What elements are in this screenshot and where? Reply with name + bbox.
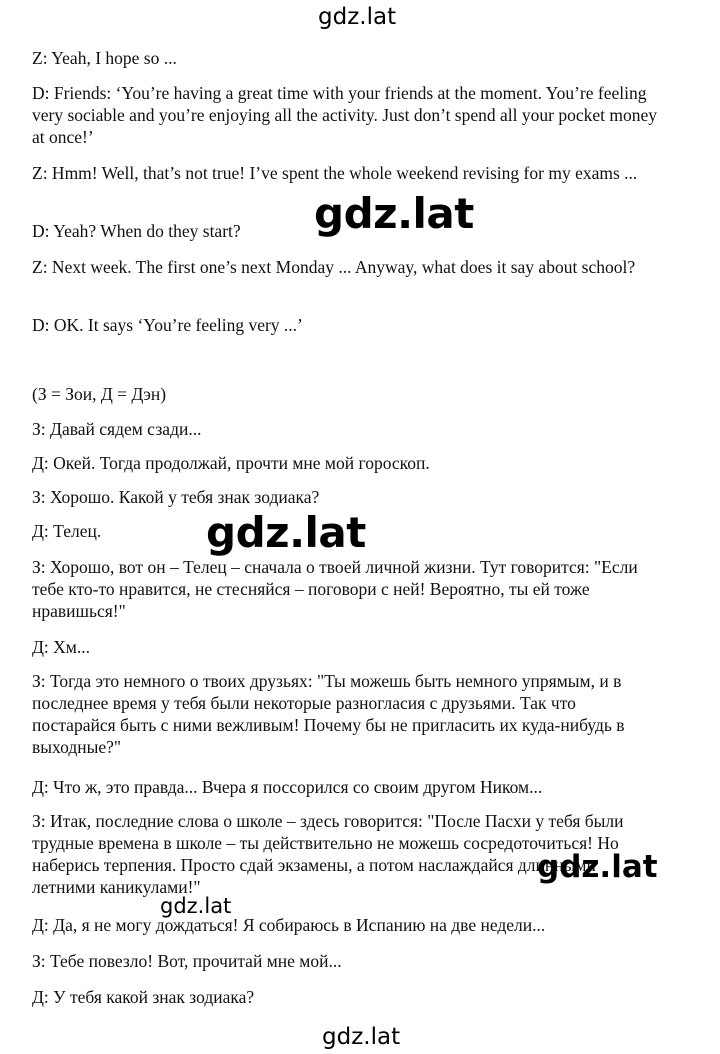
dialogue-line-ru-7: З: Тогда это немного о твоих друзьях: "Ты можешь быть немного упрямым, и в последнее время у тебя были некоторые разногласия с друзьями. Так что постарайся быть с ними вежливым! Почему бы не пригласить их куда-нибудь в выходные?": [32, 671, 625, 757]
dialogue-line-ru-5: З: Хорошо, вот он – Телец – сначала о твоей личной жизни. Тут говорится: "Если тебе кто-то нравится, не стесняйся – поговори с ней! Вероятно, ты ей тоже нравишься!": [32, 557, 638, 621]
watermark-top: gdz.lat: [318, 4, 397, 30]
watermark-left-small: gdz.lat: [160, 894, 232, 918]
dialogue-line-ru-11: З: Тебе повезло! Вот, прочитай мне мой...: [32, 951, 342, 971]
dialogue-line-ru-3: З: Хорошо. Какой у тебя знак зодиака?: [32, 487, 320, 507]
watermark-middle-2: gdz.lat: [206, 508, 366, 557]
watermark-bottom: gdz.lat: [322, 1024, 401, 1050]
dialogue-line-ru-9: З: Итак, последние слова о школе – здесь говорится: "После Пасхи у тебя были трудные времена в школе – ты действительно не можешь сосредоточиться! Но наберись терпения. Просто сдай экзамены, а потом наслаждайся длинными летними каникулами!": [32, 811, 624, 897]
dialogue-line-en-3: Z: Hmm! Well, that’s not true! I’ve spent the whole weekend revising for my exams ...: [32, 163, 638, 183]
dialogue-line-en-5: Z: Next week. The first one’s next Monday ... Anyway, what does it say about school?: [32, 257, 636, 277]
dialogue-line-ru-1: З: Давай сядем сзади...: [32, 419, 202, 439]
dialogue-line-en-1: Z: Yeah, I hope so ...: [32, 48, 177, 68]
dialogue-line-ru-8: Д: Что ж, это правда... Вчера я поссорился со своим другом Ником...: [32, 777, 543, 797]
watermark-middle-1: gdz.lat: [314, 189, 474, 238]
dialogue-line-ru-12: Д: У тебя какой знак зодиака?: [32, 987, 255, 1007]
dialogue-line-en-2: D: Friends: ‘You’re having a great time with your friends at the moment. You’re feeling very sociable and you’re enjoying all the activity. Just don’t spend all your pocket money at once!’: [32, 83, 657, 147]
dialogue-line-ru-6: Д: Хм...: [32, 637, 91, 657]
dialogue-line-ru-2: Д: Окей. Тогда продолжай, прочти мне мой гороскоп.: [32, 453, 430, 473]
translation-header: (З = Зои, Д = Дэн): [32, 384, 167, 404]
dialogue-line-en-6: D: OK. It says ‘You’re feeling very ...’: [32, 315, 303, 335]
dialogue-line-ru-4: Д: Телец.: [32, 521, 102, 541]
dialogue-line-en-4: D: Yeah? When do they start?: [32, 221, 241, 241]
watermark-right: gdz.lat: [537, 849, 658, 885]
dialogue-line-ru-10: Д: Да, я не могу дождаться! Я собираюсь в Испанию на две недели...: [32, 915, 546, 935]
